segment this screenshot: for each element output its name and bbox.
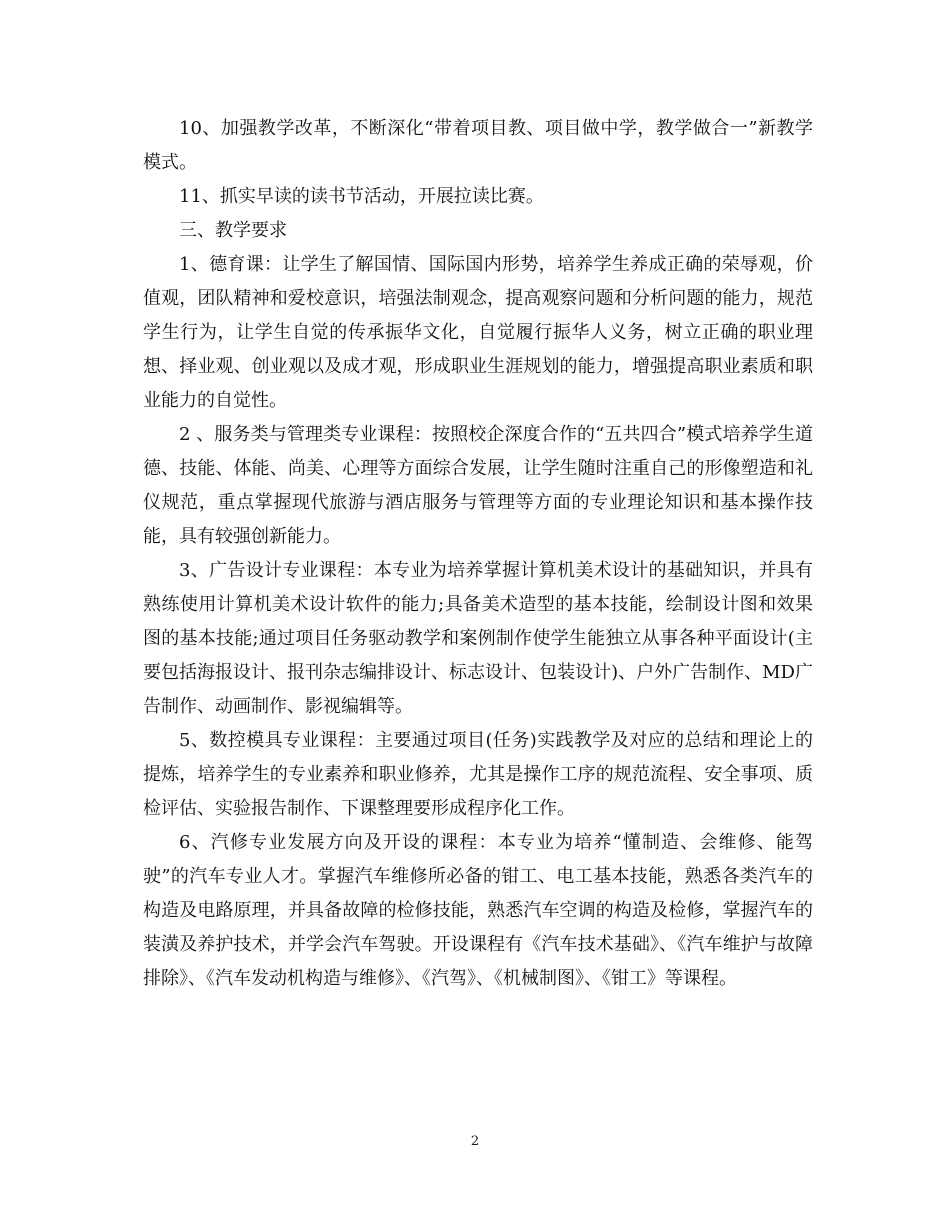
paragraph-moral-education: 1、德育课：让学生了解国情、国际国内形势，培养学生养成正确的荣辱观，价值观，团队精神和爱校意识，培强法制观念，提高观察问题和分析问题的能力，规范学生行为，让学生自觉的传承振华文化，自觉履行振华人义务，树立正确的职业理想、择业观、创业观以及成才观，形成职业生涯规划的能力，增强提高职业素质和职业能力的自觉性。	[143, 254, 813, 411]
section-heading-teaching-requirements: 三、教学要求	[179, 220, 287, 241]
paragraph-service-management: 2 、服务类与管理类专业课程：按照校企深度合作的“五共四合”模式培养学生道德、技能、体能、尚美、心理等方面综合发展，让学生随时注重自己的形像塑造和礼仪规范，重点掌握现代旅游与酒店服务与管理等方面的专业理论知识和基本操作技能，具有较强创新能力。	[143, 424, 813, 547]
paragraph-auto-repair: 6、汽修专业发展方向及开设的课程：本专业为培养“懂制造、会维修、能驾驶”的汽车专业人才。掌握汽车维修所必备的钳工、电工基本技能，熟悉各类汽车的构造及电路原理，并具备故障的检修技能，熟悉汽车空调的构造及检修，掌握汽车的装潢及养护技术，并学会汽车驾驶。开设课程有《汽车技术基础》、《汽车维护与故障排除》、《汽车发动机构造与维修》、《汽驾》、《机械制图》、《钳工》等课程。	[143, 832, 813, 989]
paragraph-item-10: 10、加强教学改革，不断深化“带着项目教、项目做中学，教学做合一”新教学模式。	[143, 118, 813, 173]
paragraph-advertising-design: 3、广告设计专业课程：本专业为培养掌握计算机美术设计的基础知识，并具有熟练使用计算机美术设计软件的能力;具备美术造型的基本技能，绘制设计图和效果图的基本技能;通过项目任务驱动教学和案例制作使学生能独立从事各种平面设计(主要包括海报设计、报刊杂志编排设计、标志设计、包装设计)、户外广告制作、MD广告制作、动画制作、影视编辑等。	[143, 560, 813, 717]
document-body	[143, 112, 813, 996]
paragraph-cnc-mold: 5、数控模具专业课程：主要通过项目(任务)实践教学及对应的总结和理论上的提炼，培养学生的专业素养和职业修养，尤其是操作工序的规范流程、安全事项、质检评估、实验报告制作、下课整理要形成程序化工作。	[143, 730, 813, 819]
paragraph-item-11: 11、抓实早读的读书节活动，开展拉读比赛。	[179, 186, 544, 207]
page-number: 2	[470, 1134, 480, 1149]
